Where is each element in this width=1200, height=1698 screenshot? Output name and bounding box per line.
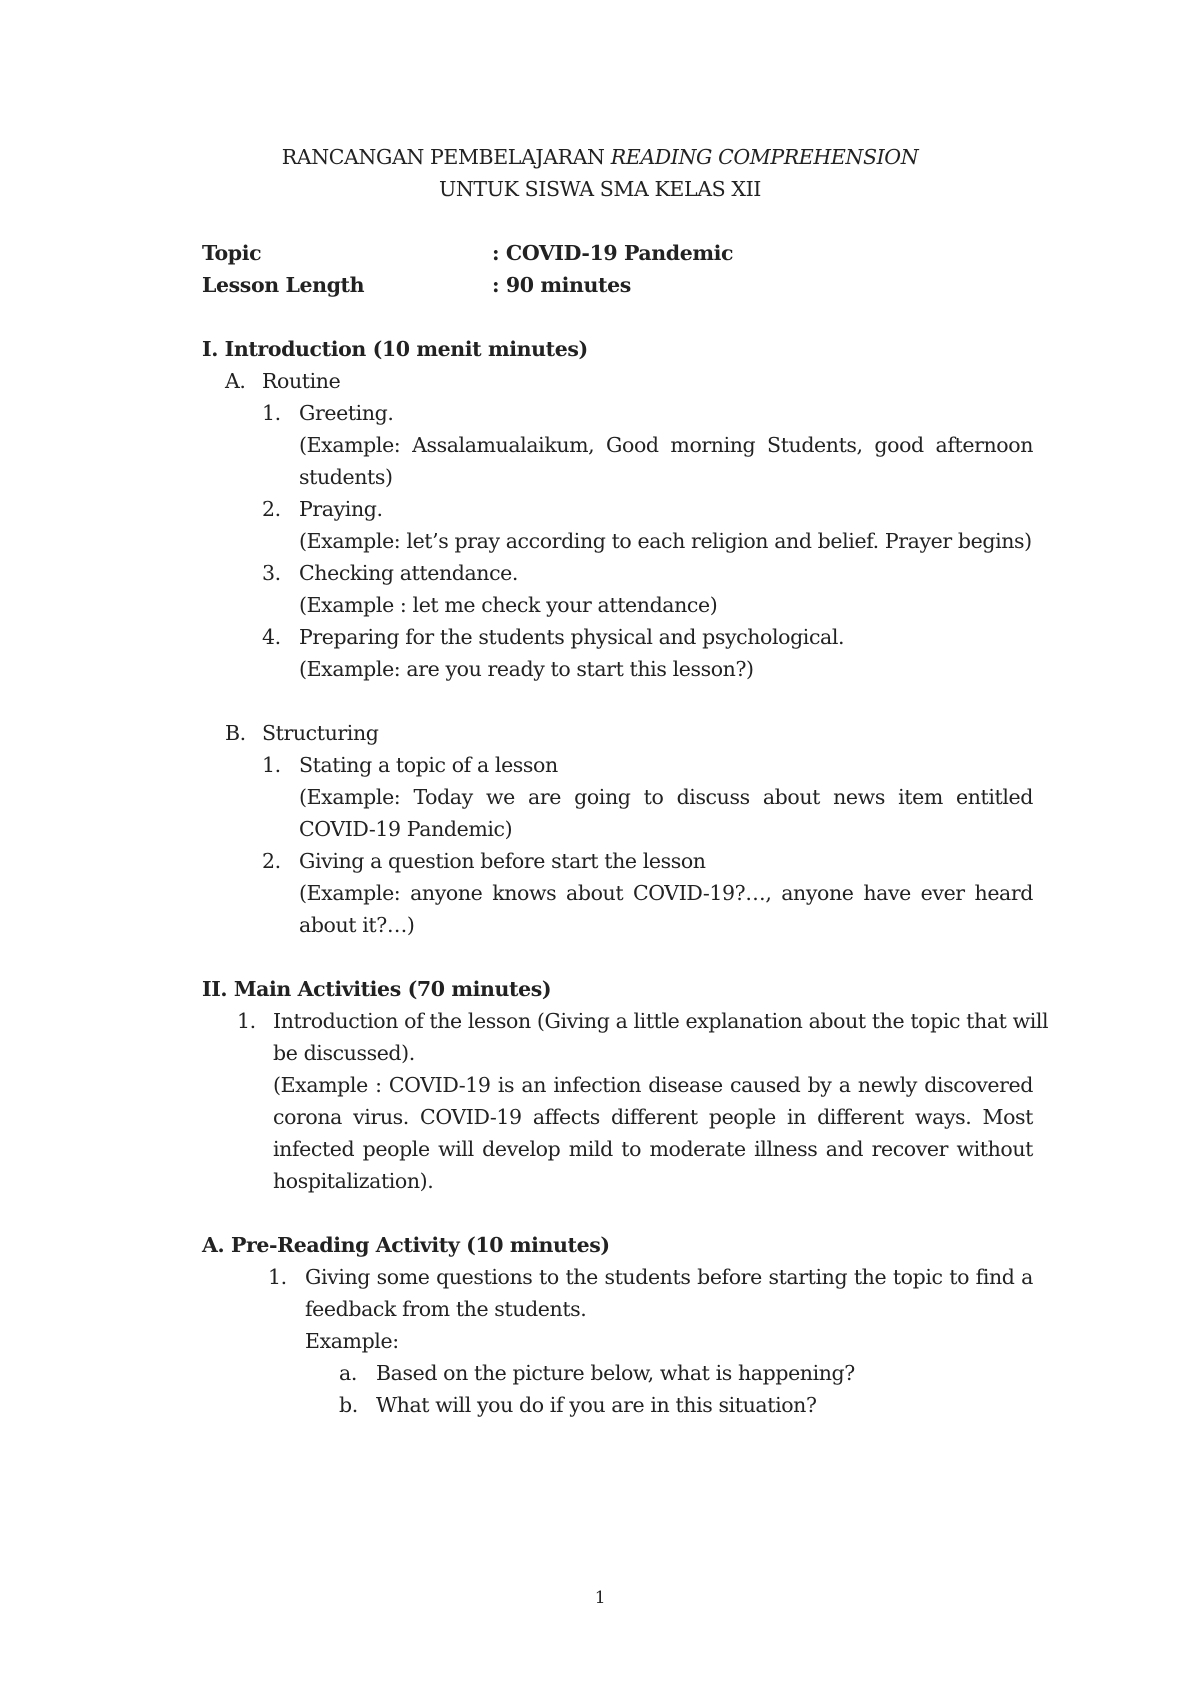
example-text: students) — [299, 465, 393, 489]
list-number: 1. — [237, 1009, 256, 1033]
lesson-length-value: : 90 minutes — [492, 273, 631, 297]
list-number: 4. — [262, 625, 281, 649]
example-text: (Example: Assalamualaikum, Good morning Students, good afternoon — [299, 433, 1033, 457]
paragraph-line: infected people will develop mild to moderate illness and recover without — [273, 1137, 1033, 1161]
paragraph-line: Giving some questions to the students before starting the topic to find a — [305, 1265, 1033, 1289]
lesson-length-label: Lesson Length — [202, 273, 365, 297]
paragraph-line: hospitalization). — [273, 1169, 434, 1193]
list-letter: B. — [225, 721, 246, 745]
list-number: 1. — [268, 1265, 287, 1289]
topic-label: Topic — [202, 241, 262, 265]
paragraph-line: feedback from the students. — [305, 1297, 587, 1321]
example-text: (Example: are you ready to start this lesson?) — [299, 657, 754, 681]
question-item: Based on the picture below, what is happening? — [376, 1361, 855, 1385]
list-number: 1. — [262, 753, 281, 777]
list-item-greeting: Greeting. — [299, 401, 394, 425]
list-item-preparing: Preparing for the students physical and psychological. — [299, 625, 845, 649]
paragraph-line: corona virus. COVID-19 affects different people in different ways. Most — [273, 1105, 1033, 1129]
subsection-structuring-title: Structuring — [262, 721, 379, 745]
page-number: 1 — [594, 1588, 606, 1608]
paragraph-line: be discussed). — [273, 1041, 415, 1065]
question-item: What will you do if you are in this situation? — [376, 1393, 817, 1417]
topic-value: : COVID-19 Pandemic — [492, 241, 734, 265]
section-pre-reading-heading: A. Pre-Reading Activity (10 minutes) — [202, 1233, 610, 1257]
document-title-line2: UNTUK SISWA SMA KELAS XII — [439, 177, 761, 201]
list-letter: a. — [339, 1361, 357, 1385]
list-number: 2. — [262, 497, 281, 521]
list-item-praying: Praying. — [299, 497, 383, 521]
section-main-activities-heading: II. Main Activities (70 minutes) — [202, 977, 552, 1001]
example-text: (Example: Today we are going to discuss about news item entitled — [299, 785, 1033, 809]
list-letter: A. — [225, 369, 246, 393]
title-plain-text: RANCANGAN PEMBELAJARAN — [281, 145, 611, 169]
example-text: about it?…) — [299, 913, 415, 937]
example-text: (Example: anyone knows about COVID-19?…, anyone have ever heard — [299, 881, 1033, 905]
subsection-routine-title: Routine — [262, 369, 341, 393]
list-number: 1. — [262, 401, 281, 425]
paragraph-line: Introduction of the lesson (Giving a little explanation about the topic that will — [273, 1009, 1049, 1033]
section-introduction-heading: I. Introduction (10 menit minutes) — [202, 337, 588, 361]
paragraph-line: (Example : COVID-19 is an infection disease caused by a newly discovered — [273, 1073, 1033, 1097]
document-title-line1 — [0, 141, 1200, 173]
example-label: Example: — [305, 1329, 399, 1353]
list-item-stating-topic: Stating a topic of a lesson — [299, 753, 558, 777]
example-text: (Example: let’s pray according to each religion and belief. Prayer begins) — [299, 529, 1032, 553]
list-item-attendance: Checking attendance. — [299, 561, 519, 585]
title-italic-text: READING COMPREHENSION — [610, 145, 919, 169]
list-number: 3. — [262, 561, 281, 585]
list-number: 2. — [262, 849, 281, 873]
list-letter: b. — [339, 1393, 358, 1417]
example-text: COVID-19 Pandemic) — [299, 817, 513, 841]
list-item-giving-question: Giving a question before start the lesson — [299, 849, 706, 873]
example-text: (Example : let me check your attendance) — [299, 593, 718, 617]
